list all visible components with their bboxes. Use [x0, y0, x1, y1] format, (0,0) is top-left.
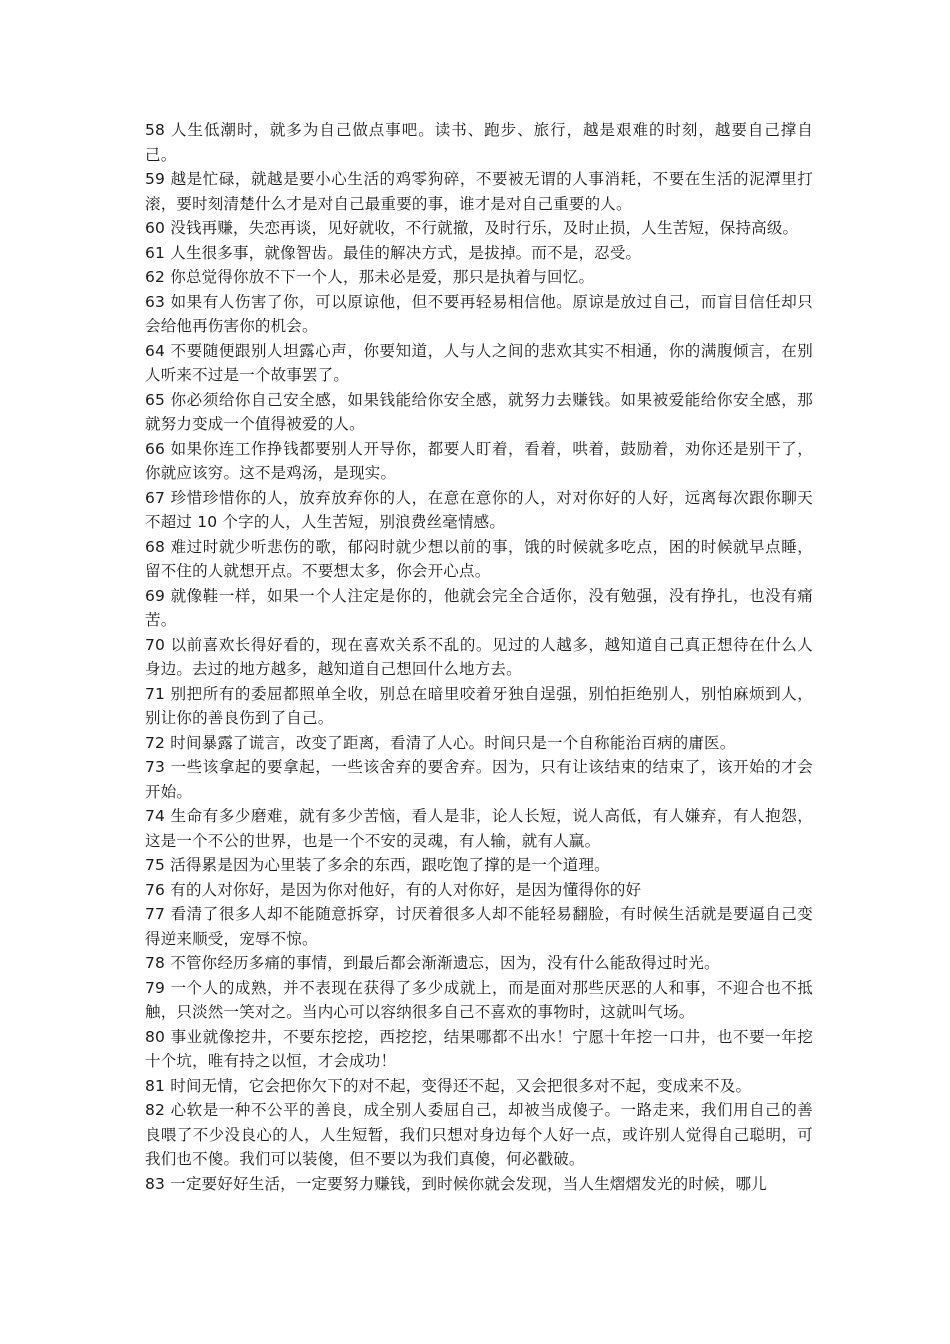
quote-60: 60 没钱再赚，失恋再谈，见好就收，不行就撤，及时行乐，及时止损，人生苦短，保持高级。 [145, 219, 799, 237]
quote-73: 73 一些该拿起的要拿起，一些该舍弃的要舍弃。因为，只有让该结束的结束了，该开始的才会开始。 [145, 758, 813, 801]
quote-59: 59 越是忙碌，就越是要小心生活的鸡零狗碎，不要被无谓的人事消耗，不要在生活的泥潭里打滚，要时刻清楚什么才是对自己最重要的事，谁才是对自己重要的人。 [145, 170, 813, 213]
quote-58: 58 人生低潮时，就多为自己做点事吧。读书、跑步、旅行，越是艰难的时刻，越要自己撑自己。 [145, 121, 813, 164]
quote-68: 68 难过时就少听悲伤的歌，郁闷时就少想以前的事，饿的时候就多吃点，困的时候就早点睡，留不住的人就想开点。不要想太多，你会开心点。 [145, 537, 813, 580]
quote-79: 79 一个人的成熟，并不表现在获得了多少成就上，而是面对那些厌恶的人和事，不迎合也不抵触，只淡然一笑对之。当内心可以容纳很多自己不喜欢的事物时，这就叫气场。 [145, 978, 813, 1021]
quote-63: 63 如果有人伤害了你，可以原谅他，但不要再轻易相信他。原谅是放过自己，而盲目信任却只会给他再伤害你的机会。 [145, 292, 813, 335]
quote-80: 80 事业就像挖井，不要东挖挖，西挖挖，结果哪都不出水！宁愿十年挖一口井，也不要一年挖十个坑，唯有持之以恒，才会成功！ [145, 1027, 813, 1070]
quote-69: 69 就像鞋一样，如果一个人注定是你的，他就会完全合适你，没有勉强，没有挣扎，也没有痛苦。 [145, 586, 813, 629]
quote-75: 75 活得累是因为心里装了多余的东西，跟吃饱了撑的是一个道理。 [145, 856, 610, 874]
quote-82: 82 心软是一种不公平的善良，成全别人委屈自己，却被当成傻子。一路走来，我们用自己的善良喂了不少没良心的人，人生短暂，我们只想对身边每个人好一点，或许别人觉得自己聪明，可我们也不傻。我们可以装傻，但不要以为我们真傻，何必戳破。 [145, 1101, 813, 1168]
quote-77: 77 看清了很多人却不能随意拆穿，讨厌着很多人却不能轻易翻脸，有时候生活就是要逼自己变得逆来顺受，宠辱不惊。 [145, 905, 813, 948]
quote-74: 74 生命有多少磨难，就有多少苦恼，看人是非，论人长短，说人高低，有人嫌弃，有人抱怨，这是一个不公的世界，也是一个不安的灵魂，有人输，就有人赢。 [145, 807, 813, 850]
quote-72: 72 时间暴露了谎言，改变了距离，看清了人心。时间只是一个自称能治百病的庸医。 [145, 733, 736, 752]
quote-64: 64 不要随便跟别人坦露心声，你要知道，人与人之间的悲欢其实不相通，你的满腹倾言，在别人听来不过是一个故事罢了。 [145, 341, 813, 384]
quote-61: 61 人生很多事，就像智齿。最佳的解决方式，是拔掉。而不是，忍受。 [145, 243, 642, 262]
quote-70: 70 以前喜欢长得好看的，现在喜欢关系不乱的。见过的人越多，越知道自己真正想待在什么人身边。去过的地方越多，越知道自己想回什么地方去。 [145, 635, 813, 678]
quote-71: 71 别把所有的委屈都照单全收，别总在暗里咬着牙独自逞强，别怕拒绝别人，别怕麻烦到人，别让你的善良伤到了自己。 [145, 684, 813, 727]
quote-67: 67 珍惜珍惜你的人，放弃放弃你的人，在意在意你的人，对对你好的人好，远离每次跟你聊天不超过 10 个字的人，人生苦短，别浪费丝毫情感。 [145, 488, 813, 531]
quote-78: 78 不管你经历多痛的事情，到最后都会渐渐遗忘，因为，没有什么能敌得过时光。 [145, 954, 720, 972]
document-body [145, 118, 813, 1196]
quote-65: 65 你必须给你自己安全感，如果钱能给你安全感，就努力去赚钱。如果被爱能给你安全感，那就努力变成一个值得被爱的人。 [145, 390, 813, 433]
quote-62: 62 你总觉得你放不下一个人，那未必是爱，那只是执着与回忆。 [145, 268, 595, 286]
quote-66: 66 如果你连工作挣钱都要别人开导你，都要人盯着，看着，哄着，鼓励着，劝你还是别干了，你就应该穷。这不是鸡汤，是现实。 [145, 439, 813, 482]
quote-81: 81 时间无情，它会把你欠下的对不起，变得还不起，又会把很多对不起，变成来不及。 [145, 1076, 752, 1095]
quote-76: 76 有的人对你好，是因为你对他好，有的人对你好，是因为懂得你的好 [145, 880, 642, 899]
quote-83: 83 一定要好好生活，一定要努力赚钱，到时候你就会发现，当人生熠熠发光的时候，哪儿 [145, 1174, 767, 1193]
